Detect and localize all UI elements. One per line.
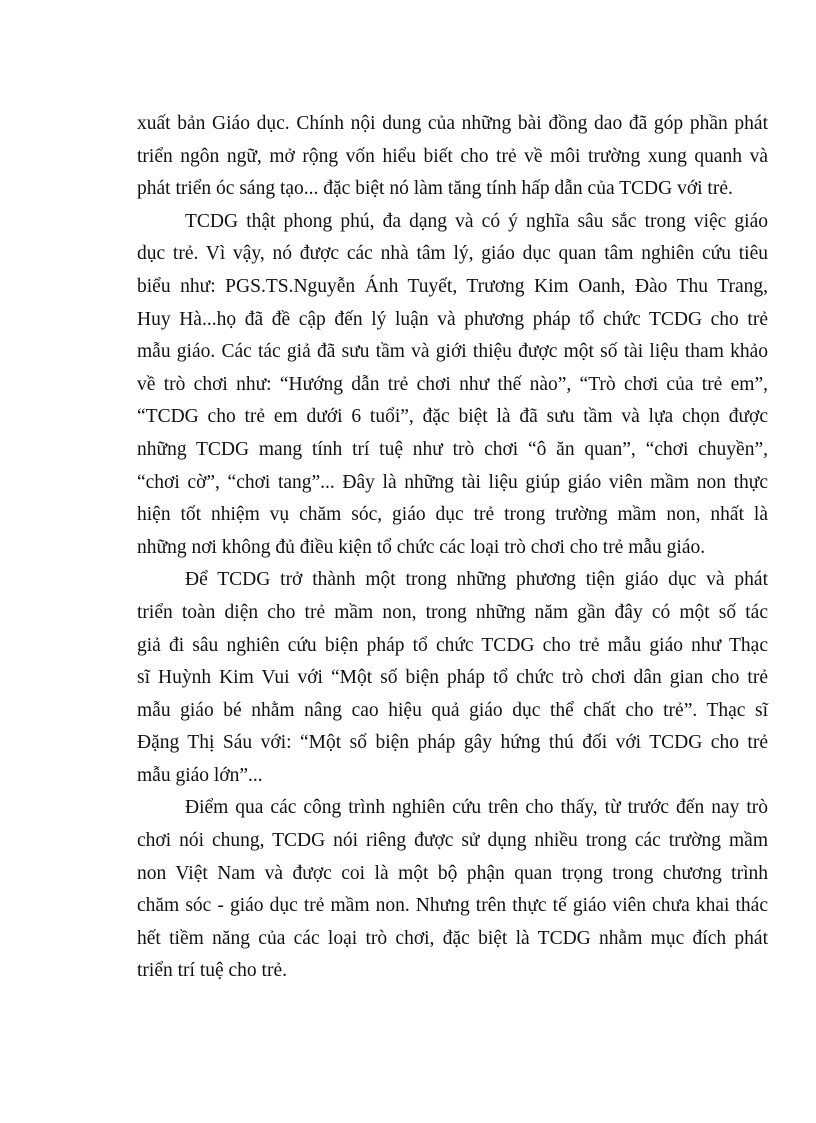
text-line: Đặng Thị Sáu với: “Một số biện pháp gây hứng thú đối với TCDG cho trẻ [137, 732, 768, 754]
text-line: Huy Hà...họ đã đề cập đến lý luận và phương pháp tổ chức TCDG cho trẻ [137, 308, 768, 330]
paragraph [137, 206, 768, 565]
text-line: triển ngôn ngữ, mở rộng vốn hiểu biết cho trẻ về môi trường xung quanh và [137, 145, 768, 167]
text-line: Điểm qua các công trình nghiên cứu trên cho thấy, từ trước đến nay trò [185, 797, 768, 819]
text-line: xuất bản Giáo dục. Chính nội dung của những bài đồng dao đã góp phần phát [137, 113, 768, 134]
text-line: “chơi cờ”, “chơi tang”... Đây là những tài liệu giúp giáo viên mầm non thực [137, 471, 768, 493]
paragraph [137, 564, 768, 792]
text-line: triển toàn diện cho trẻ mầm non, trong những năm gần đây có một số tác [137, 601, 768, 623]
document-body [137, 108, 768, 988]
text-line: hiện tốt nhiệm vụ chăm sóc, giáo dục trẻ trong trường mầm non, nhất là [137, 504, 768, 526]
paragraph [137, 792, 768, 988]
text-line: biểu như: PGS.TS.Nguyễn Ánh Tuyết, Trương Kim Oanh, Đào Thu Trang, [137, 275, 768, 297]
text-line: những nơi không đủ điều kiện tổ chức các loại trò chơi cho trẻ mẫu giáo. [137, 536, 706, 558]
text-line: TCDG thật phong phú, đa dạng và có ý nghĩa sâu sắc trong việc giáo [185, 210, 768, 232]
text-line: non Việt Nam và được coi là một bộ phận quan trọng trong chương trình [137, 862, 768, 884]
text-line: về trò chơi như: “Hướng dẫn trẻ chơi như thế nào”, “Trò chơi của trẻ em”, [137, 373, 768, 395]
text-line: giả đi sâu nghiên cứu biện pháp tổ chức TCDG cho trẻ mẫu giáo như Thạc [137, 634, 768, 656]
text-line: triển trí tuệ cho trẻ. [137, 960, 287, 982]
text-line: Để TCDG trở thành một trong những phương tiện giáo dục và phát [185, 569, 768, 591]
text-line: chăm sóc - giáo dục trẻ mầm non. Nhưng trên thực tế giáo viên chưa khai thác [137, 895, 768, 917]
text-line: “TCDG cho trẻ em dưới 6 tuổi”, đặc biệt là đã sưu tầm và lựa chọn được [137, 406, 768, 428]
text-line: chơi nói chung, TCDG nói riêng được sử dụng nhiều trong các trường mầm [137, 830, 768, 852]
paragraph [137, 108, 768, 206]
text-line: phát triển óc sáng tạo... đặc biệt nó làm tăng tính hấp dẫn của TCDG với trẻ. [137, 178, 733, 200]
text-line: hết tiềm năng của các loại trò chơi, đặc biệt là TCDG nhằm mục đích phát [137, 927, 768, 949]
text-line: sĩ Huỳnh Kim Vui với “Một số biện pháp tổ chức trò chơi dân gian cho trẻ [137, 667, 768, 689]
text-line: mẫu giáo lớn”... [137, 764, 263, 786]
text-line: mẫu giáo bé nhằm nâng cao hiệu quả giáo dục thể chất cho trẻ”. Thạc sĩ [137, 699, 768, 721]
text-line: dục trẻ. Vì vậy, nó được các nhà tâm lý, giáo dục quan tâm nghiên cứu tiêu [137, 243, 768, 265]
text-line: mẫu giáo. Các tác giả đã sưu tầm và giới thiệu được một số tài liệu tham khảo [137, 341, 768, 363]
text-line: những TCDG mang tính trí tuệ như trò chơi “ô ăn quan”, “chơi chuyền”, [137, 438, 768, 460]
